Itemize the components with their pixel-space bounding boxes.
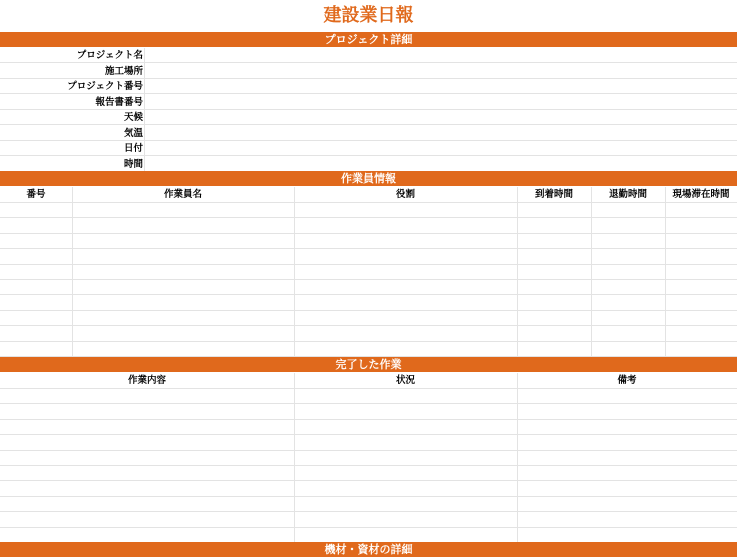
completed-row[interactable]	[0, 388, 737, 389]
worker-row[interactable]	[0, 248, 737, 249]
project-field-row	[0, 79, 737, 94]
completed-column-divider	[294, 373, 295, 542]
worker-row[interactable]	[0, 202, 737, 203]
completed-row[interactable]	[0, 480, 737, 481]
worker-column-divider	[665, 187, 666, 357]
completed-header: 作業内容	[127, 375, 166, 386]
project-field-row	[0, 141, 737, 156]
project-field-row	[0, 126, 737, 141]
worker-header: 役割	[395, 189, 415, 200]
project-field-value[interactable]	[145, 110, 737, 125]
worker-row[interactable]	[0, 233, 737, 234]
worker-header: 到着時間	[534, 189, 573, 200]
project-field-label: 天候	[123, 112, 143, 123]
project-field-row	[0, 157, 737, 172]
project-field-value[interactable]	[145, 157, 737, 172]
project-field-label: 日付	[123, 143, 143, 154]
section-materials: 機材・資材の詳細	[0, 542, 737, 557]
project-field-value[interactable]	[145, 141, 737, 156]
completed-header: 備考	[617, 375, 637, 386]
project-field-value[interactable]	[145, 64, 737, 79]
worker-header: 作業員名	[163, 189, 202, 200]
project-field-label: 報告書番号	[95, 96, 143, 108]
worker-row[interactable]	[0, 341, 737, 342]
worker-header: 退勤時間	[608, 189, 647, 200]
completed-row[interactable]	[0, 419, 737, 420]
worker-row[interactable]	[0, 217, 737, 218]
completed-row[interactable]	[0, 511, 737, 512]
project-field-row	[0, 64, 737, 79]
project-field-label: プロジェクト番号	[67, 81, 143, 92]
completed-row[interactable]	[0, 434, 737, 435]
project-divider	[144, 48, 145, 171]
section-project-details: プロジェクト詳細	[0, 32, 737, 47]
completed-row[interactable]	[0, 465, 737, 466]
project-field-value[interactable]	[145, 48, 737, 63]
project-field-label: プロジェクト名	[76, 50, 143, 61]
completed-row[interactable]	[0, 403, 737, 404]
worker-row[interactable]	[0, 325, 737, 326]
project-field-row	[0, 95, 737, 110]
worker-row[interactable]	[0, 264, 737, 265]
report-title: 建設業日報	[323, 5, 414, 26]
completed-column-divider	[517, 373, 518, 542]
project-field-value[interactable]	[145, 79, 737, 94]
completed-row[interactable]	[0, 496, 737, 497]
worker-header: 現場滞在時間	[672, 189, 730, 200]
worker-column-divider	[294, 187, 295, 357]
completed-row[interactable]	[0, 450, 737, 451]
worker-header: 番号	[26, 189, 46, 200]
worker-row[interactable]	[0, 279, 737, 280]
completed-row[interactable]	[0, 527, 737, 528]
completed-header: 状況	[395, 375, 415, 386]
project-field-label: 施工場所	[104, 65, 143, 77]
project-field-label: 時間	[123, 158, 143, 170]
worker-column-divider	[72, 187, 73, 357]
project-field-row	[0, 48, 737, 63]
project-field-value[interactable]	[145, 95, 737, 110]
worker-column-divider	[591, 187, 592, 357]
project-field-label: 気温	[123, 127, 143, 139]
project-field-row	[0, 110, 737, 125]
worker-row[interactable]	[0, 310, 737, 311]
section-completed-tasks: 完了した作業	[0, 357, 737, 372]
worker-row[interactable]	[0, 294, 737, 295]
worker-column-divider	[517, 187, 518, 357]
project-field-value[interactable]	[145, 126, 737, 141]
section-worker-info: 作業員情報	[0, 171, 737, 186]
